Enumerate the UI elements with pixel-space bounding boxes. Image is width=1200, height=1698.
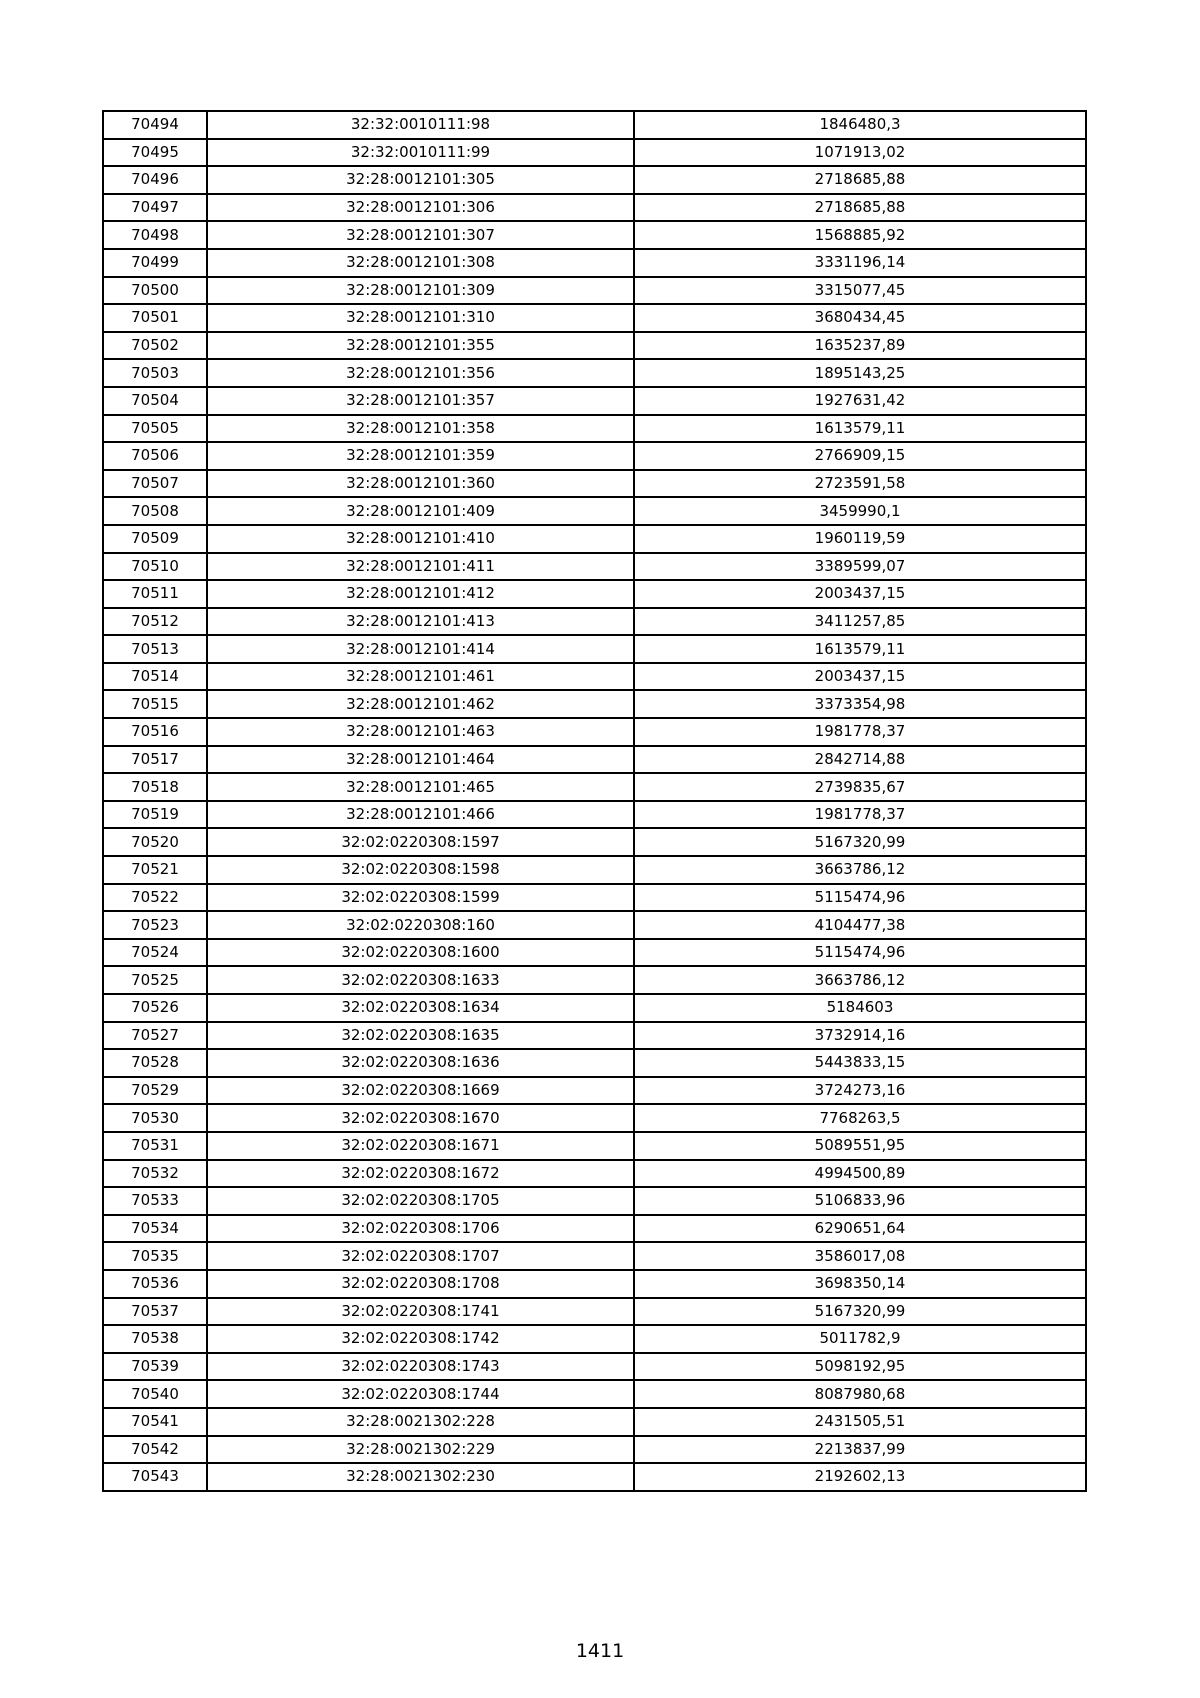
table-row [103, 1077, 1086, 1105]
row-number-cell: 70521 [103, 856, 207, 884]
cadastral-value-cell: 1635237,89 [634, 332, 1086, 360]
cadastral-number-cell: 32:02:0220308:1741 [207, 1298, 634, 1326]
table-row [103, 690, 1086, 718]
cadastral-number-cell: 32:28:0021302:228 [207, 1408, 634, 1436]
cadastral-number-cell: 32:28:0021302:230 [207, 1463, 634, 1491]
row-number-cell: 70536 [103, 1270, 207, 1298]
cadastral-number-cell: 32:32:0010111:99 [207, 139, 634, 167]
table-row [103, 608, 1086, 636]
table-row [103, 1132, 1086, 1160]
table-body [103, 111, 1086, 1491]
table-row [103, 1215, 1086, 1243]
row-number-cell: 70537 [103, 1298, 207, 1326]
table-row [103, 966, 1086, 994]
table-row [103, 884, 1086, 912]
cadastral-value-cell: 5167320,99 [634, 828, 1086, 856]
row-number-cell: 70530 [103, 1104, 207, 1132]
cadastral-value-cell: 3586017,08 [634, 1242, 1086, 1270]
row-number-cell: 70532 [103, 1160, 207, 1188]
page-number: 1411 [575, 1640, 625, 1662]
cadastral-number-cell: 32:28:0012101:359 [207, 442, 634, 470]
row-number-cell: 70527 [103, 1022, 207, 1050]
cadastral-value-cell: 6290651,64 [634, 1215, 1086, 1243]
table-row [103, 1380, 1086, 1408]
table-row [103, 1104, 1086, 1132]
row-number-cell: 70529 [103, 1077, 207, 1105]
row-number-cell: 70501 [103, 304, 207, 332]
cadastral-value-cell: 3373354,98 [634, 690, 1086, 718]
cadastral-number-cell: 32:28:0012101:305 [207, 166, 634, 194]
table-row [103, 580, 1086, 608]
cadastral-value-cell: 5098192,95 [634, 1353, 1086, 1381]
row-number-cell: 70507 [103, 470, 207, 498]
row-number-cell: 70539 [103, 1353, 207, 1381]
row-number-cell: 70519 [103, 801, 207, 829]
cadastral-value-cell: 8087980,68 [634, 1380, 1086, 1408]
cadastral-number-cell: 32:28:0012101:409 [207, 497, 634, 525]
table-row [103, 828, 1086, 856]
table-row [103, 939, 1086, 967]
cadastral-number-cell: 32:28:0012101:360 [207, 470, 634, 498]
table-row [103, 994, 1086, 1022]
table-row [103, 139, 1086, 167]
cadastral-value-cell: 3698350,14 [634, 1270, 1086, 1298]
cadastral-value-cell: 2766909,15 [634, 442, 1086, 470]
row-number-cell: 70512 [103, 608, 207, 636]
row-number-cell: 70509 [103, 525, 207, 553]
row-number-cell: 70526 [103, 994, 207, 1022]
cadastral-number-cell: 32:02:0220308:1633 [207, 966, 634, 994]
table-row [103, 663, 1086, 691]
cadastral-value-cell: 1927631,42 [634, 387, 1086, 415]
row-number-cell: 70497 [103, 194, 207, 222]
cadastral-value-cell: 3459990,1 [634, 497, 1086, 525]
table-row [103, 635, 1086, 663]
cadastral-value-cell: 4104477,38 [634, 911, 1086, 939]
cadastral-number-cell: 32:28:0012101:411 [207, 553, 634, 581]
cadastral-value-cell: 5115474,96 [634, 884, 1086, 912]
row-number-cell: 70511 [103, 580, 207, 608]
table-row [103, 497, 1086, 525]
row-number-cell: 70515 [103, 690, 207, 718]
cadastral-number-cell: 32:02:0220308:1706 [207, 1215, 634, 1243]
table-row [103, 249, 1086, 277]
cadastral-value-cell: 3663786,12 [634, 966, 1086, 994]
cadastral-value-cell: 5184603 [634, 994, 1086, 1022]
table-row [103, 1463, 1086, 1491]
row-number-cell: 70503 [103, 359, 207, 387]
cadastral-value-cell: 5106833,96 [634, 1187, 1086, 1215]
table-row [103, 718, 1086, 746]
cadastral-value-cell: 2718685,88 [634, 166, 1086, 194]
row-number-cell: 70506 [103, 442, 207, 470]
table-row [103, 277, 1086, 305]
cadastral-number-cell: 32:28:0012101:307 [207, 221, 634, 249]
cadastral-value-cell: 2718685,88 [634, 194, 1086, 222]
cadastral-value-cell: 3732914,16 [634, 1022, 1086, 1050]
cadastral-number-cell: 32:02:0220308:1670 [207, 1104, 634, 1132]
cadastral-number-cell: 32:02:0220308:1743 [207, 1353, 634, 1381]
cadastral-value-cell: 1071913,02 [634, 139, 1086, 167]
row-number-cell: 70496 [103, 166, 207, 194]
cadastral-value-cell: 5115474,96 [634, 939, 1086, 967]
cadastral-number-cell: 32:28:0012101:463 [207, 718, 634, 746]
row-number-cell: 70522 [103, 884, 207, 912]
cadastral-number-cell: 32:02:0220308:1671 [207, 1132, 634, 1160]
table-row [103, 746, 1086, 774]
cadastral-value-cell: 2723591,58 [634, 470, 1086, 498]
table-row [103, 166, 1086, 194]
cadastral-number-cell: 32:32:0010111:98 [207, 111, 634, 139]
row-number-cell: 70535 [103, 1242, 207, 1270]
table-row [103, 1187, 1086, 1215]
cadastral-number-cell: 32:02:0220308:1600 [207, 939, 634, 967]
cadastral-number-cell: 32:02:0220308:1744 [207, 1380, 634, 1408]
cadastral-value-cell: 2003437,15 [634, 580, 1086, 608]
table-row [103, 111, 1086, 139]
cadastral-value-cell: 1613579,11 [634, 415, 1086, 443]
cadastral-value-cell: 4994500,89 [634, 1160, 1086, 1188]
table-row [103, 553, 1086, 581]
cadastral-value-cell: 5167320,99 [634, 1298, 1086, 1326]
table-row [103, 525, 1086, 553]
row-number-cell: 70513 [103, 635, 207, 663]
cadastral-value-cell: 3331196,14 [634, 249, 1086, 277]
row-number-cell: 70524 [103, 939, 207, 967]
table-row [103, 911, 1086, 939]
table-row [103, 1049, 1086, 1077]
cadastral-number-cell: 32:28:0012101:306 [207, 194, 634, 222]
cadastral-number-cell: 32:28:0012101:466 [207, 801, 634, 829]
table-row [103, 387, 1086, 415]
row-number-cell: 70518 [103, 773, 207, 801]
table-row [103, 1325, 1086, 1353]
cadastral-number-cell: 32:28:0012101:355 [207, 332, 634, 360]
cadastral-value-cell: 3315077,45 [634, 277, 1086, 305]
row-number-cell: 70498 [103, 221, 207, 249]
table-row [103, 801, 1086, 829]
row-number-cell: 70538 [103, 1325, 207, 1353]
table-row [103, 194, 1086, 222]
row-number-cell: 70495 [103, 139, 207, 167]
table-row [103, 221, 1086, 249]
row-number-cell: 70510 [103, 553, 207, 581]
row-number-cell: 70542 [103, 1436, 207, 1464]
table-row [103, 415, 1086, 443]
cadastral-number-cell: 32:28:0012101:461 [207, 663, 634, 691]
row-number-cell: 70514 [103, 663, 207, 691]
row-number-cell: 70540 [103, 1380, 207, 1408]
cadastral-number-cell: 32:02:0220308:1707 [207, 1242, 634, 1270]
cadastral-number-cell: 32:02:0220308:1599 [207, 884, 634, 912]
row-number-cell: 70525 [103, 966, 207, 994]
table-row [103, 1298, 1086, 1326]
row-number-cell: 70499 [103, 249, 207, 277]
cadastral-number-cell: 32:28:0012101:356 [207, 359, 634, 387]
row-number-cell: 70523 [103, 911, 207, 939]
cadastral-number-cell: 32:28:0012101:410 [207, 525, 634, 553]
cadastral-number-cell: 32:28:0012101:412 [207, 580, 634, 608]
table-row [103, 470, 1086, 498]
cadastral-value-cell: 2431505,51 [634, 1408, 1086, 1436]
row-number-cell: 70516 [103, 718, 207, 746]
cadastral-number-cell: 32:28:0012101:310 [207, 304, 634, 332]
table-row [103, 304, 1086, 332]
cadastral-value-cell: 7768263,5 [634, 1104, 1086, 1132]
table-row [103, 332, 1086, 360]
cadastral-value-cell: 1895143,25 [634, 359, 1086, 387]
row-number-cell: 70494 [103, 111, 207, 139]
cadastral-number-cell: 32:02:0220308:1705 [207, 1187, 634, 1215]
cadastral-number-cell: 32:02:0220308:1597 [207, 828, 634, 856]
cadastral-number-cell: 32:02:0220308:1598 [207, 856, 634, 884]
cadastral-number-cell: 32:02:0220308:1742 [207, 1325, 634, 1353]
cadastral-value-cell: 1960119,59 [634, 525, 1086, 553]
cadastral-value-cell: 1613579,11 [634, 635, 1086, 663]
row-number-cell: 70543 [103, 1463, 207, 1491]
cadastral-number-cell: 32:28:0012101:358 [207, 415, 634, 443]
cadastral-value-cell: 3680434,45 [634, 304, 1086, 332]
table-row [103, 856, 1086, 884]
cadastral-number-cell: 32:28:0012101:309 [207, 277, 634, 305]
cadastral-number-cell: 32:02:0220308:1708 [207, 1270, 634, 1298]
cadastral-value-cell: 2842714,88 [634, 746, 1086, 774]
table-row [103, 773, 1086, 801]
cadastral-number-cell: 32:28:0012101:357 [207, 387, 634, 415]
cadastral-value-cell: 2003437,15 [634, 663, 1086, 691]
table-row [103, 1160, 1086, 1188]
cadastral-value-cell: 3411257,85 [634, 608, 1086, 636]
cadastral-number-cell: 32:28:0021302:229 [207, 1436, 634, 1464]
cadastral-value-cell: 1981778,37 [634, 718, 1086, 746]
cadastral-value-cell: 1981778,37 [634, 801, 1086, 829]
row-number-cell: 70505 [103, 415, 207, 443]
cadastral-number-cell: 32:28:0012101:465 [207, 773, 634, 801]
cadastral-value-cell: 2213837,99 [634, 1436, 1086, 1464]
row-number-cell: 70528 [103, 1049, 207, 1077]
table-row [103, 1353, 1086, 1381]
row-number-cell: 70500 [103, 277, 207, 305]
row-number-cell: 70531 [103, 1132, 207, 1160]
cadastral-value-cell: 1846480,3 [634, 111, 1086, 139]
row-number-cell: 70541 [103, 1408, 207, 1436]
row-number-cell: 70502 [103, 332, 207, 360]
cadastral-number-cell: 32:02:0220308:1635 [207, 1022, 634, 1050]
cadastral-number-cell: 32:28:0012101:414 [207, 635, 634, 663]
row-number-cell: 70534 [103, 1215, 207, 1243]
cadastral-number-cell: 32:28:0012101:308 [207, 249, 634, 277]
cadastral-number-cell: 32:28:0012101:464 [207, 746, 634, 774]
cadastral-number-cell: 32:02:0220308:1672 [207, 1160, 634, 1188]
cadastral-value-cell: 2192602,13 [634, 1463, 1086, 1491]
cadastral-number-cell: 32:02:0220308:160 [207, 911, 634, 939]
row-number-cell: 70520 [103, 828, 207, 856]
table-row [103, 442, 1086, 470]
row-number-cell: 70508 [103, 497, 207, 525]
table-row [103, 1242, 1086, 1270]
cadastral-value-cell: 3663786,12 [634, 856, 1086, 884]
cadastral-value-cell: 3724273,16 [634, 1077, 1086, 1105]
table-row [103, 1022, 1086, 1050]
cadastral-number-cell: 32:28:0012101:462 [207, 690, 634, 718]
cadastral-value-cell: 5443833,15 [634, 1049, 1086, 1077]
row-number-cell: 70533 [103, 1187, 207, 1215]
cadastral-number-cell: 32:28:0012101:413 [207, 608, 634, 636]
cadastral-value-table [102, 110, 1087, 1492]
cadastral-number-cell: 32:02:0220308:1636 [207, 1049, 634, 1077]
row-number-cell: 70504 [103, 387, 207, 415]
table-row [103, 1408, 1086, 1436]
table-row [103, 359, 1086, 387]
cadastral-value-cell: 2739835,67 [634, 773, 1086, 801]
cadastral-value-cell: 3389599,07 [634, 553, 1086, 581]
table-row [103, 1436, 1086, 1464]
cadastral-value-cell: 5089551,95 [634, 1132, 1086, 1160]
cadastral-value-cell: 1568885,92 [634, 221, 1086, 249]
table-row [103, 1270, 1086, 1298]
row-number-cell: 70517 [103, 746, 207, 774]
cadastral-number-cell: 32:02:0220308:1634 [207, 994, 634, 1022]
cadastral-number-cell: 32:02:0220308:1669 [207, 1077, 634, 1105]
cadastral-value-cell: 5011782,9 [634, 1325, 1086, 1353]
